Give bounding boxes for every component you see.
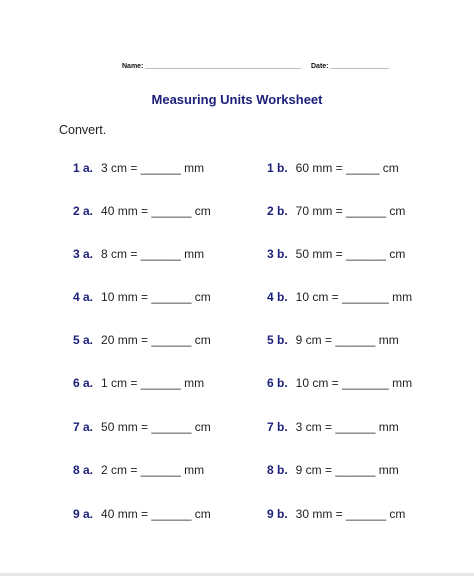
problem-2b xyxy=(267,204,405,218)
problem-9b xyxy=(267,507,405,521)
problem-text: 10 mm = ______ cm xyxy=(101,290,211,304)
instruction-text: Convert. xyxy=(59,123,107,137)
problem-text: 2 cm = ______ mm xyxy=(101,463,205,477)
problem-text: 9 cm = ______ mm xyxy=(295,463,399,477)
problem-text: 10 cm = _______ mm xyxy=(295,376,413,390)
problem-7b xyxy=(267,420,399,434)
problem-2a xyxy=(73,204,211,218)
problem-6b xyxy=(267,376,412,390)
problem-number: 3 b. xyxy=(267,247,288,261)
date-label: Date: xyxy=(311,63,329,70)
problem-4b xyxy=(267,290,412,304)
problem-number: 2 a. xyxy=(73,204,94,218)
problem-number: 7 a. xyxy=(73,420,94,434)
problem-number: 2 b. xyxy=(267,204,288,218)
problem-text: 9 cm = ______ mm xyxy=(295,333,399,347)
problem-8b xyxy=(267,463,399,477)
problem-number: 9 a. xyxy=(73,507,94,521)
problem-text: 50 mm = ______ cm xyxy=(295,247,406,261)
name-label: Name: xyxy=(122,63,144,70)
problem-7a xyxy=(73,420,211,434)
header-line xyxy=(122,63,389,70)
problem-number: 5 b. xyxy=(267,333,288,347)
problem-text: 30 mm = ______ cm xyxy=(295,507,406,521)
problem-3b xyxy=(267,247,405,261)
problem-5a xyxy=(73,333,211,347)
problem-4a xyxy=(73,290,211,304)
problem-text: 3 cm = ______ mm xyxy=(101,161,205,175)
problem-1a xyxy=(73,161,204,175)
problem-text: 40 mm = ______ cm xyxy=(101,204,211,218)
problem-number: 1 b. xyxy=(267,161,288,175)
problem-3a xyxy=(73,247,204,261)
problem-number: 3 a. xyxy=(73,247,94,261)
problem-text: 40 mm = ______ cm xyxy=(101,507,211,521)
date-blank: _______________ xyxy=(330,63,389,70)
problem-text: 70 mm = ______ cm xyxy=(295,204,406,218)
problem-5b xyxy=(267,333,399,347)
problem-text: 3 cm = ______ mm xyxy=(295,420,399,434)
problem-text: 50 mm = ______ cm xyxy=(101,420,211,434)
problem-text: 1 cm = ______ mm xyxy=(101,376,205,390)
problem-text: 10 cm = _______ mm xyxy=(295,290,413,304)
problem-number: 7 b. xyxy=(267,420,288,434)
problem-number: 1 a. xyxy=(73,161,94,175)
problem-number: 8 a. xyxy=(73,463,94,477)
worksheet-title: Measuring Units Worksheet xyxy=(151,92,323,107)
problem-text: 60 mm = _____ cm xyxy=(295,161,399,175)
problem-number: 5 a. xyxy=(73,333,94,347)
problem-number: 9 b. xyxy=(267,507,288,521)
problem-9a xyxy=(73,507,211,521)
problem-6a xyxy=(73,376,204,390)
problem-8a xyxy=(73,463,204,477)
name-blank: ________________________________________ xyxy=(145,63,302,70)
problem-number: 6 a. xyxy=(73,376,94,390)
problem-number: 4 a. xyxy=(73,290,94,304)
problem-number: 6 b. xyxy=(267,376,288,390)
problem-1b xyxy=(267,161,399,175)
problem-number: 8 b. xyxy=(267,463,288,477)
problem-text: 8 cm = ______ mm xyxy=(101,247,205,261)
problem-text: 20 mm = ______ cm xyxy=(101,333,211,347)
problem-number: 4 b. xyxy=(267,290,288,304)
